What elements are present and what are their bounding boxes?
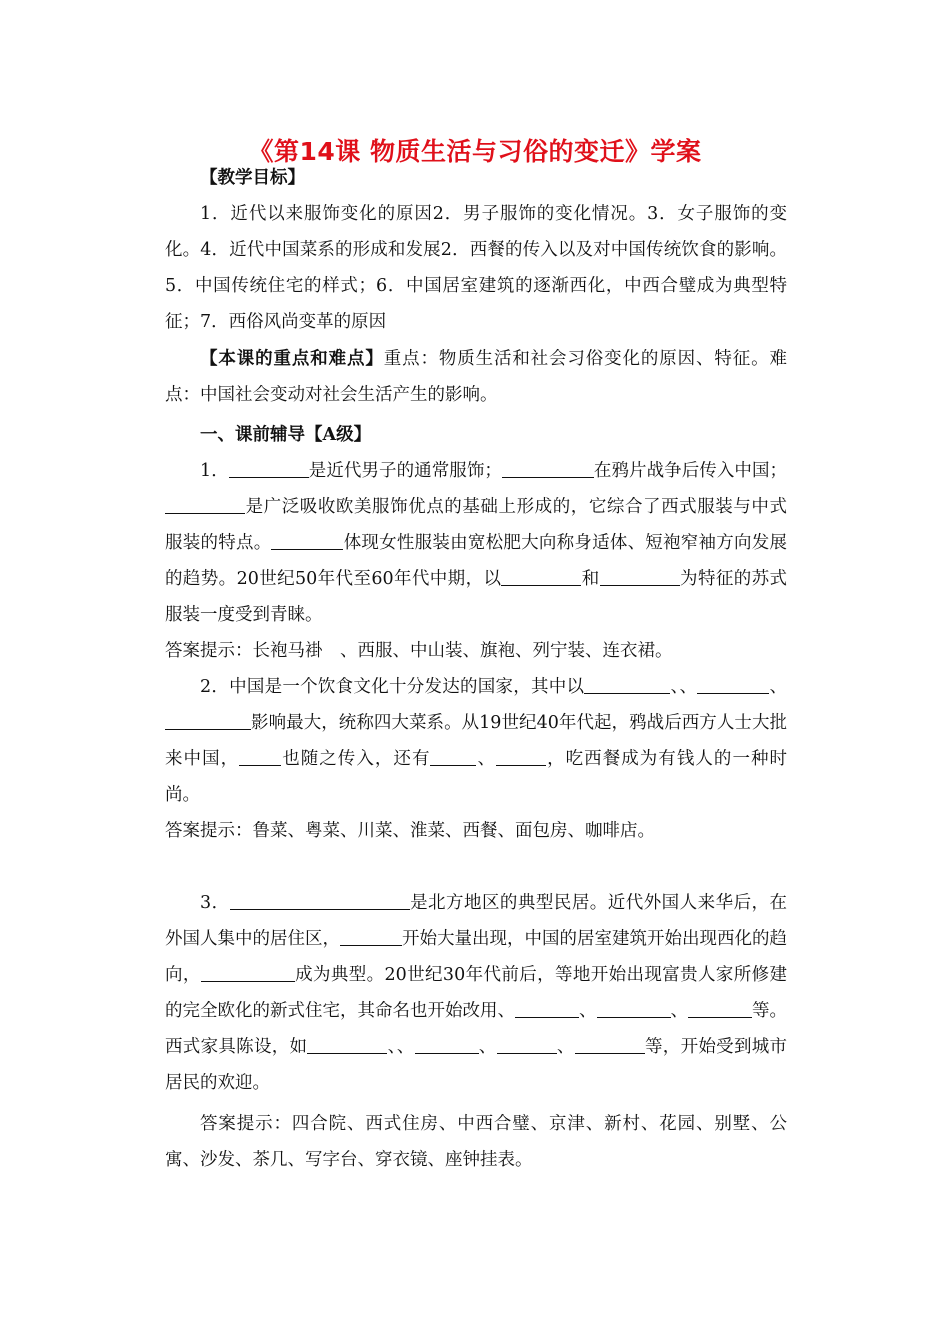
objectives-body: 1．近代以来服饰变化的原因2．男子服饰的变化情况。3．女子服饰的变化。4．近代中国菜系的形成和发展2．西餐的传入以及对中国传统饮食的影响。5．中国传统住宅的样式；6．中国居室建筑的逐渐西化，中西合璧成为典型特征；7．西俗风尚变革的原因 [165,204,787,332]
question-2-text [165,669,787,813]
answer-blank[interactable] [430,746,476,766]
question-text: 成为典型。20世纪30年代前后， [294,965,555,985]
section-1-heading: 一、课前辅导【A级】 [200,425,372,445]
answer-blank[interactable] [497,1034,557,1054]
answer-blank[interactable] [165,710,251,730]
question-text: 为特征的苏式服装一度受到青睐。 [165,569,788,625]
question-text: 和 [581,569,600,589]
question-text: 、 [579,1001,597,1021]
question-text: 等地开始出现富贵人家所修建的完全欧化的新式住宅，其命名也开始改用 [165,965,788,1021]
question-text: 、 [387,1037,397,1057]
answer-blank[interactable] [584,674,670,694]
question-text: 是广泛吸收欧美服饰优点的基础上形成的，它综合了西式服装与中式服装的特点。 [165,497,787,553]
question-1 [165,453,787,669]
answer-blank[interactable] [600,566,680,586]
question-3 [165,885,787,1101]
question-text: 也随之传入，还有 [281,749,431,769]
objectives-heading: 【教学目标】 [200,168,305,188]
answer-blank[interactable] [502,458,594,478]
answer-blank[interactable] [307,1034,387,1054]
question-text: 、 [769,677,788,697]
question-2-number: 2． [200,677,230,697]
answer-blank[interactable] [239,746,281,766]
question-2-answer-hint: 答案提示：鲁菜、粤菜、川菜、淮菜、西餐、面包房、咖啡店。 [165,821,655,841]
question-2 [165,669,787,849]
document-title: 《第14课 物质生活与习俗的变迁》学案 [248,137,702,166]
question-1-number: 1． [200,461,229,481]
question-text: 是近代男子的通常服饰； [308,461,502,481]
answer-blank[interactable] [340,926,402,946]
teaching-objectives [165,160,787,340]
question-text: 、 [497,1001,515,1021]
question-text: ，吃西餐成为有钱人的一种时尚。 [165,749,788,805]
answer-blank[interactable] [688,998,752,1018]
key-points-body: 重点：物质生活和社会习俗变化的原因、特征。难点：中国社会变动对社会生活产生的影响。 [165,349,788,405]
question-text: 等，开始受到城市居民的欢迎。 [165,1037,788,1093]
question-text: 体现女性服装由宽松肥大向称身适体、短袍窄袖方向发展的趋势。20世纪50年代至60年代中期，以 [165,533,787,589]
key-points-heading: 【本课的重点和难点】 [200,349,384,369]
answer-blank[interactable] [165,494,245,514]
answer-blank[interactable] [230,890,410,910]
question-text: 、 [670,677,680,697]
answer-blank[interactable] [501,566,581,586]
answer-blank[interactable] [575,1034,645,1054]
question-3-answer [165,1106,787,1178]
question-text: 是北方地区的典型民居。近代外国人来华后，在外国人集中的居住区， [165,893,788,949]
answer-blank[interactable] [597,998,671,1018]
question-3-number: 3． [200,893,230,913]
question-text: 、 [670,1001,688,1021]
question-text: 中国是一个饮食文化十分发达的国家，其中以 [229,677,585,697]
question-text: 、 [556,1037,575,1057]
question-text: 影响最大，统称四大菜系。从19世纪40年代起，鸦战后西方人士大批来中国， [165,713,787,769]
question-text: 在鸦片战争后传入中国； [593,461,787,481]
answer-blank[interactable] [496,746,546,766]
question-text: 、 [476,749,497,769]
question-3-text [165,885,787,1101]
question-text: 、 [679,677,698,697]
section-1 [165,417,787,453]
question-text: 开始大量出现，中国的居室建筑开始出现西化的趋向， [165,929,787,985]
question-3-answer-hint: 答案提示：四合院、西式住房、中西合璧、京津、新村、花园、别墅、公寓、沙发、茶几、写字台、穿衣镜、座钟挂表。 [165,1114,787,1170]
answer-blank[interactable] [201,962,295,982]
answer-blank[interactable] [697,674,769,694]
question-text: 、 [478,1037,497,1057]
question-1-answer-hint: 答案提示：长袍马褂 、西服、中山装、旗袍、列宁装、连衣裙。 [165,641,673,661]
question-text: 、 [396,1037,415,1057]
question-1-text [165,453,787,633]
answer-blank[interactable] [415,1034,479,1054]
key-points [165,341,787,413]
answer-blank[interactable] [515,998,579,1018]
question-text: 等。西式家具陈设，如 [165,1001,787,1057]
answer-blank[interactable] [271,530,343,550]
answer-blank[interactable] [229,458,309,478]
